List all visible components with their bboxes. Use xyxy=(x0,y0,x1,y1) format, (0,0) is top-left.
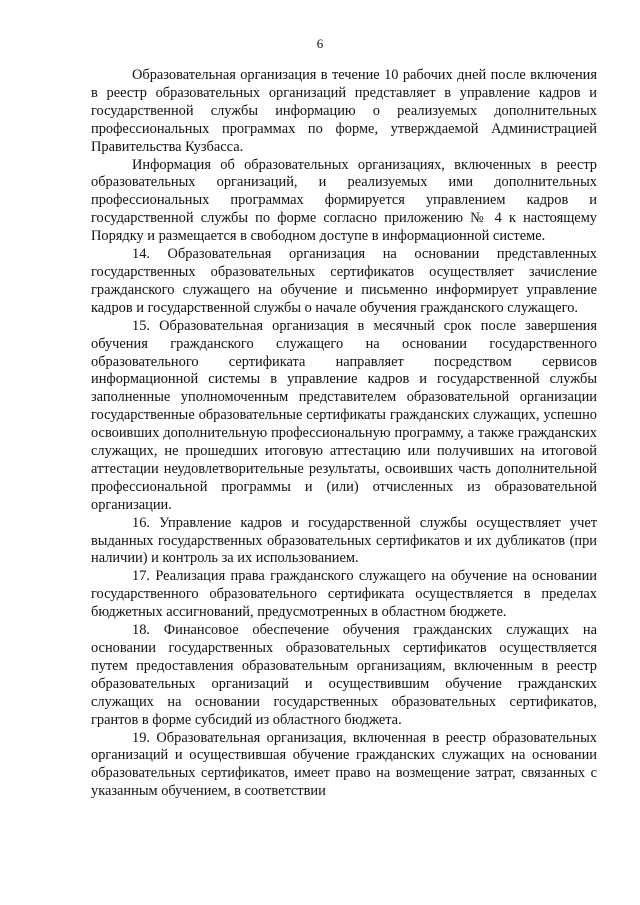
paragraph-registry-information: Информация об образовательных организациях, включенных в реестр образовательных организаций, и реализуемых ими дополнительных профессиональных программах формируется управлением кадров и государственной службы по форме согласно приложению № 4 к настоящему Порядку и размещается в свободном доступе в информационной системе. xyxy=(91,156,597,245)
paragraph-19-reimbursement: 19. Образовательная организация, включенная в реестр образовательных организаций и осуществившая обучение гражданских служащих на основании образовательных сертификатов, имеет право на возмещение затрат, связанных с указанным обучением, в соответствии xyxy=(91,729,597,800)
document-body xyxy=(91,67,597,801)
paragraph-16-accounting: 16. Управление кадров и государственной службы осуществляет учет выданных государственных образовательных сертификатов и их дубликатов (при наличии) и контроль за их использованием. xyxy=(91,514,597,567)
paragraph-14-enrollment: 14. Образовательная организация на основании представленных государственных образовательных сертификатов осуществляет зачисление гражданского служащего на обучение и письменно информирует управление кадров и государственной службы о начале обучения гражданского служащего. xyxy=(91,246,597,316)
paragraph-15-completion: 15. Образовательная организация в месячный срок после завершения обучения гражданского служащего на основании государственного образовательного сертификата направляет посредством сервисов информационной системы в управление кадров и государственной службы заполненные уполномоченным представителем образовательной организации государственные образовательные сертификаты гражданских служащих, успешно освоивших дополнительную профессиональную программу, а также гражданских служащих, не прошедших итоговую аттестацию или получивших на итоговой аттестации неудовлетворительные результаты, освоивших часть дополнительной профессиональной программы и (или) отчисленных из образовательной организации. xyxy=(91,317,597,513)
paragraph-17-budget-limits: 17. Реализация права гражданского служащего на обучение на основании государственного образовательного сертификата осуществляется в пределах бюджетных ассигнований, предусмотренных в областном бюджете. xyxy=(91,568,597,621)
paragraph-reporting-programs: Образовательная организация в течение 10 рабочих дней после включения в реестр образовательных организаций представляет в управление кадров и государственной службы информацию о реализуемых дополнительных профессиональных программах по форме, утверждаемой Администрацией Правительства Кузбасса. xyxy=(91,67,597,155)
paragraph-18-financing: 18. Финансовое обеспечение обучения гражданских служащих на основании государственных образовательных сертификатов осуществляется путем предоставления образовательным организациям, включенным в реестр образовательных организаций и осуществившим обучение гражданских служащих на основании государственных образовательных сертификатов, грантов в форме субсидий из областного бюджета. xyxy=(91,622,597,728)
page-number: 6 xyxy=(316,36,324,51)
